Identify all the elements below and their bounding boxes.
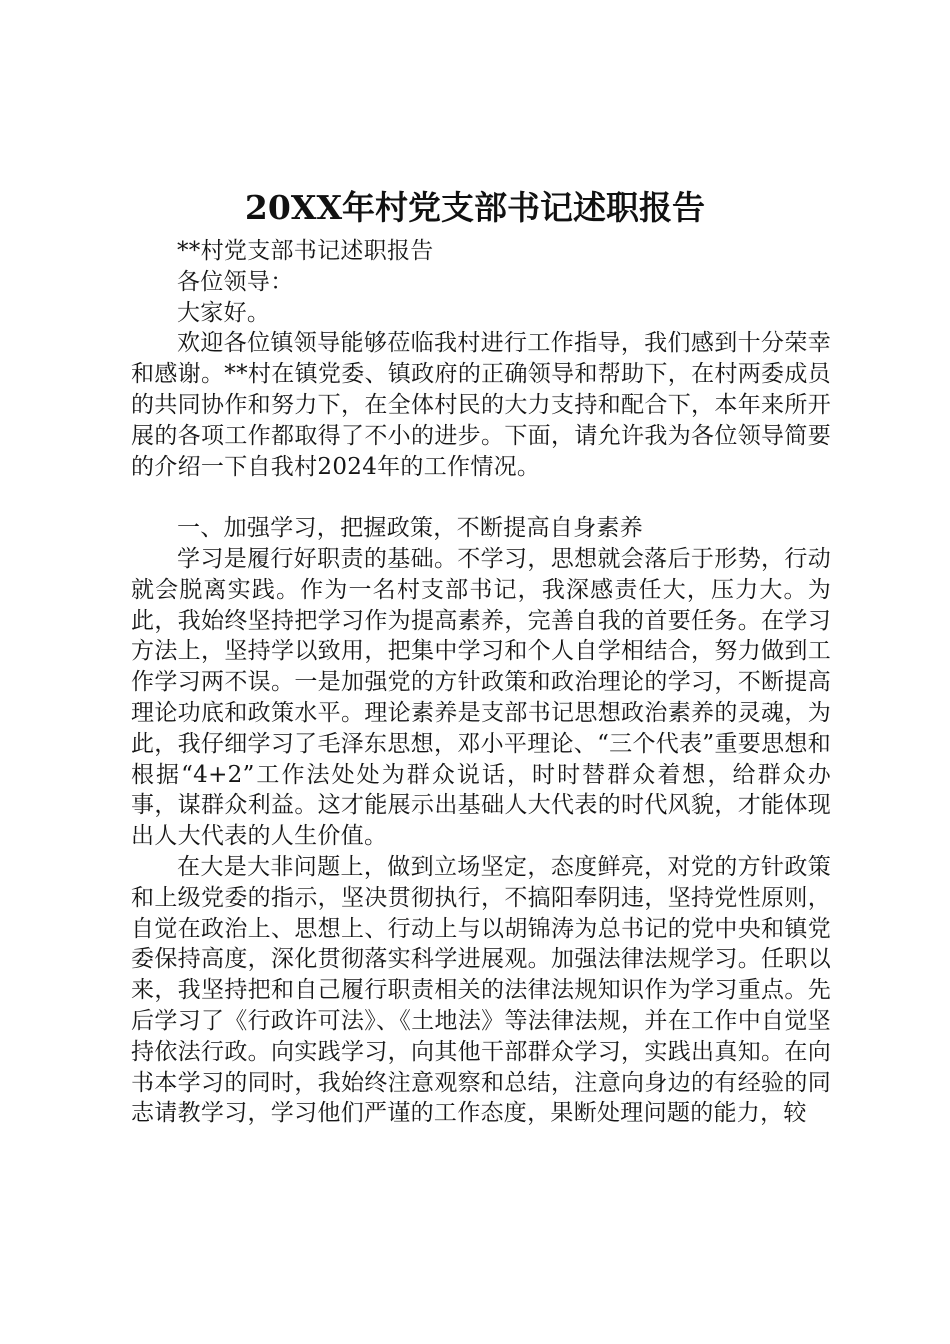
document-body <box>131 236 831 1129</box>
body-paragraph: 在大是大非问题上，做到立场坚定，态度鲜亮，对党的方针政策和上级党委的指示，坚决贯彻执行，不搞阳奉阴违，坚持党性原则，自觉在政治上、思想上、行动上与以胡锦涛为总书记的党中央和镇党委保持高度，深化贯彻落实科学进展观。加强法律法规学习。任职以来，我坚持把和自己履行职责相关的法律法规知识作为学习重点。先后学习了《行政许可法》、《土地法》等法律法规，并在工作中自觉坚持依法行政。向实践学习，向其他干部群众学习，实践出真知。在向书本学习的同时，我始终注意观察和总结，注意向身边的有经验的同志请教学习，学习他们严谨的工作态度，果断处理问题的能力，较 <box>131 853 831 1127</box>
document-title: 20XX年村党支部书记述职报告 <box>244 188 706 227</box>
body-paragraph: 学习是履行好职责的基础。不学习，思想就会落后于形势，行动就会脱离实践。作为一名村支部书记，我深感责任大，压力大。为此，我始终坚持把学习作为提高素养，完善自我的首要任务。在学习方法上，坚持学以致用，把集中学习和个人自学相结合，努力做到工作学习两不误。一是加强党的方针政策和政治理论的学习，不断提高理论功底和政策水平。理论素养是支部书记思想政治素养的灵魂，为此，我仔细学习了毛泽东思想，邓小平理论、“三个代表”重要思想和根据“4+2”工作法处处为群众说话，时时替群众着想，给群众办事，谋群众利益。这才能展示出基础人大代表的时代风貌，才能体现出人大代表的人生价值。 <box>131 545 831 850</box>
paragraph-spacer <box>131 482 831 513</box>
section-heading: 一、加强学习，把握政策，不断提高自身素养 <box>177 515 643 542</box>
greeting: 大家好。 <box>177 299 271 326</box>
intro-paragraph: 欢迎各位镇领导能够莅临我村进行工作指导，我们感到十分荣幸和感谢。**村在镇党委、镇政府的正确领导和帮助下，在村两委成员的共同协作和努力下，在全体村民的大力支持和配合下，本年来所开展的各项工作都取得了不小的进步。下面，请允许我为各位领导简要的介绍一下自我村2024年的工作情况。 <box>131 330 831 480</box>
salutation: 各位领导： <box>177 268 294 295</box>
report-subtitle: **村党支部书记述职报告 <box>177 238 434 264</box>
